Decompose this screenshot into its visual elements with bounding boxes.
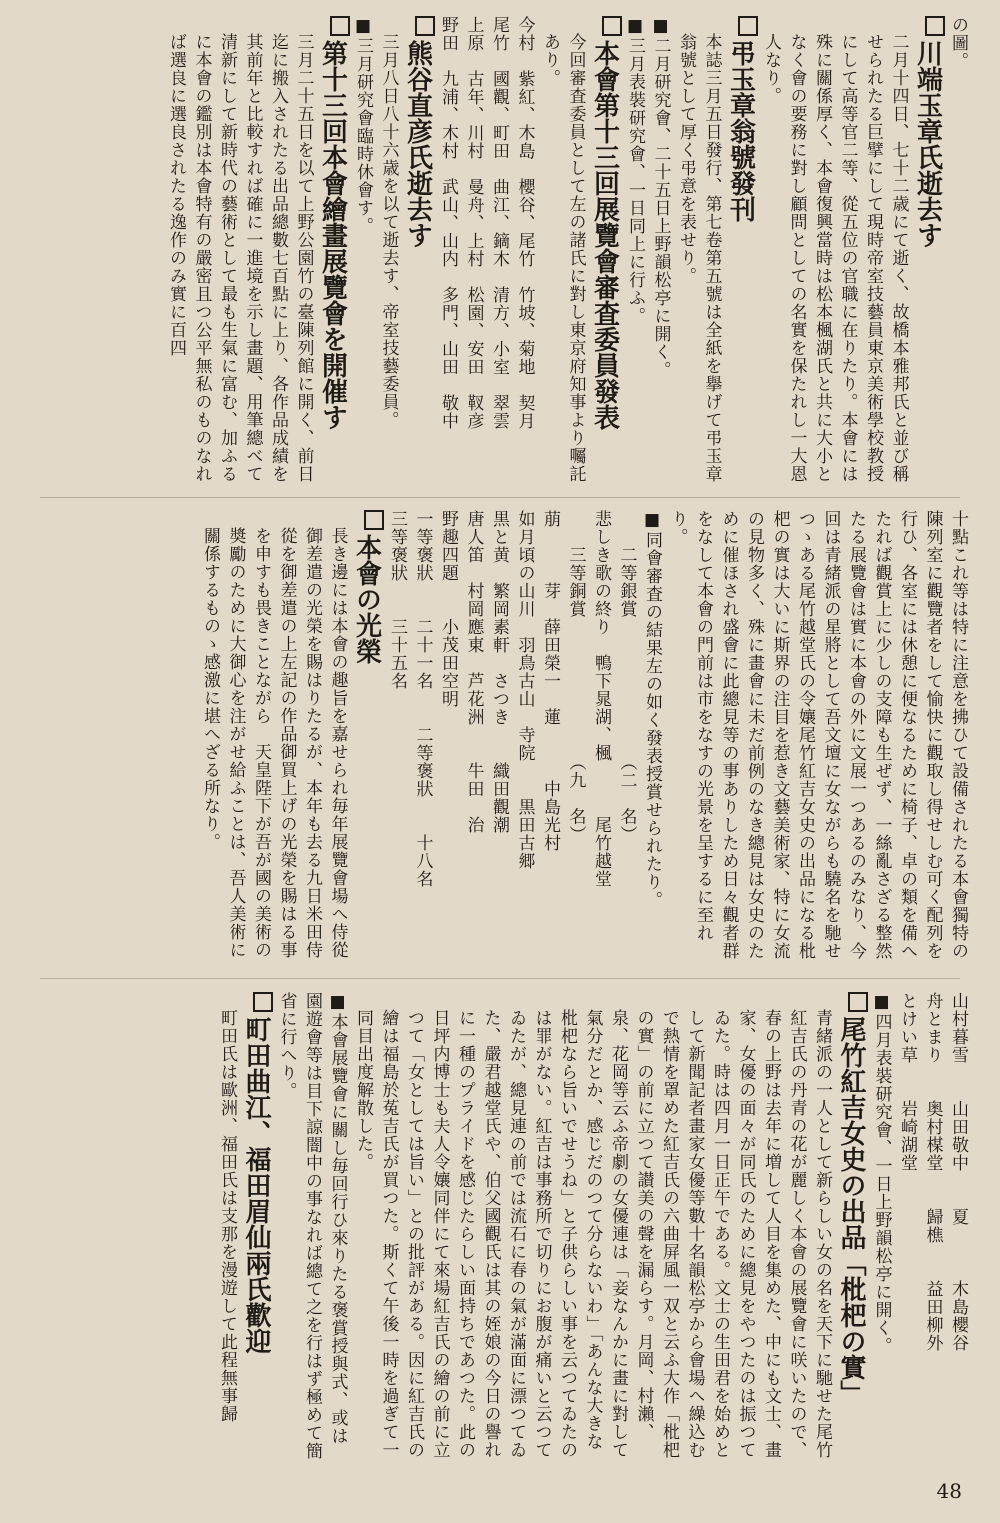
tier3-text bbox=[35, 992, 970, 1462]
bullet-square-icon: ■ bbox=[625, 16, 645, 37]
bullet-square-icon: ■ bbox=[871, 992, 892, 1013]
heading-welcome: 町田曲江、福田眉仙兩氏歡迎 bbox=[239, 992, 273, 1462]
notice-item: ■三月研究會臨時休會す。 bbox=[353, 16, 373, 235]
paragraph: 町田氏は歐洲、福田氏は支那を漫遊して此程無事歸 bbox=[217, 1009, 237, 1423]
paragraph: 本誌三月五日發行、第七卷第五號は全紙を擧げて弔玉章翁號として厚く弔意を表せり。 bbox=[676, 33, 722, 483]
judges-row: 野田 九浦、木村 武山、山内 多門、山田 敬中 bbox=[438, 16, 458, 430]
paragraph: 青緒派の一人として新らしい女の名を天下に馳せた尾竹紅吉氏の丹青の花が麗しく本會の展覽會に咲いたので、春の上野は去年に増して人目を集めた、中にも文士、畫家、女優の面々が同氏のために總見をやつたのは振つてゐた。時は四月一日正午である。文士の生田君を始めとして新聞記者畫家女優等數十名韻松亭から會場へ繰込むで熱情を罩めた紅吉氏の六曲屏風一双と云ふ大作「枇杷の實」の前に立つて讃美の聲を漏らす。月岡、村瀨、泉、花岡等云ふ帝劇の女優連は「妾なんかに畫に對して氣分だとか、感じだのつて分らないわ」「あんな大きな枇杷なら旨いでせうね」と子供らしい事を云つてゐたのは罪がない。紅吉は事務所で切りにお腹が痛いと云つてゐたが、總見連の前では流石に春の氣が滿面に漂つてゐた、嚴君越堂氏や、伯父國觀氏は其の姪娘の今日の譽れに一種のプライドを感じたらしい面持ちであつた。此の日坪内博士も夫人令孃同伴にて來場紅吉氏の繪の前に立つて「女としては旨い」との批評がある。因に紅吉氏の繪は福島於菟吉氏が買つた。斯くて午後一時を過ぎて一同目出度解散した。 bbox=[353, 1009, 832, 1459]
notice-item: ■四月表裝研究會、一日上野韻松亭に開く。 bbox=[871, 992, 892, 1355]
section-mark-icon bbox=[253, 992, 273, 1012]
section-mark-icon bbox=[415, 16, 435, 36]
tier2-text bbox=[35, 510, 970, 965]
award-row: 唐人笛 村岡應東 芦花洲 牛田 治 bbox=[463, 510, 484, 834]
heading-kumagai-obituary: 熊谷直彦氏逝去す bbox=[401, 16, 435, 486]
award-row: 二等銀賞 （二 名） bbox=[616, 510, 637, 844]
heading-13th-exhibition: 第十三回本會繪畫展覽會を開催す bbox=[316, 16, 350, 486]
section-divider bbox=[40, 497, 960, 498]
award-row: 三等銅賞 （九 名） bbox=[565, 510, 586, 844]
section-mark-icon bbox=[364, 510, 384, 530]
judges-row: 上原 古年、川村 曼舟、上村 松園、安田 靫彦 bbox=[463, 16, 484, 430]
heading-kawabata-obituary: 川端玉章氏逝去す bbox=[911, 16, 945, 486]
award-row: 如月頃の山川 羽鳥古山 寺院 黒田古郷 bbox=[514, 510, 535, 870]
section-divider bbox=[40, 978, 960, 979]
notice-item: ■本會展覽會に關し毎回行ひ來りたる褒賞授與式、或は園遊會等は目下諒闇中の事なれば總て之を行はず極めて簡省に行へり。 bbox=[276, 992, 348, 1460]
section-mark-icon bbox=[738, 16, 758, 36]
section-mark-icon bbox=[330, 16, 350, 36]
page-number: 48 bbox=[936, 1479, 962, 1503]
award-row: 黒と黄 繁岡素軒 さつき 織田觀潮 bbox=[489, 510, 509, 834]
paragraph: の圖。 bbox=[948, 16, 968, 70]
notice-item: ■同會審査の結果左の如く發表授賞せられたり。 bbox=[642, 510, 662, 909]
bullet-square-icon: ■ bbox=[650, 16, 671, 37]
heading-otake-kokichi: 尾竹紅吉女史の出品「枇杷の實」 bbox=[834, 992, 868, 1462]
purchase-row: 舟とまり 奥村楳堂 歸樵 益田柳外 bbox=[922, 992, 943, 1352]
heading-judges-announcement: 本會第十三回展覽會審査委員發表 bbox=[588, 16, 622, 486]
paragraph: 三月二十五日を以て上野公園竹の臺陳列館に開く、前日迄に搬入されたる出品總數七百點に上り、各作品成績を其前年と比較すれば確に一進境を示し畫題、用筆總べて清新にして新時代の藝術として最も生氣に富む、加ふるに本會の鑑別は本會特有の嚴密且つ公平無私のものなれば選良に選良されたる逸作のみ實に百四 bbox=[166, 33, 314, 483]
judges-row: 尾竹 國觀、町田 曲江、鏑木 清方、小室 翠雲 bbox=[489, 16, 509, 430]
award-row: 一等褒狀 二十一名 二等褒狀 十八名 bbox=[412, 510, 433, 888]
heading-memorial-issue: 弔玉章翁號發刊 bbox=[724, 16, 758, 486]
paragraph: 十點これ等は特に注意を拂ひて設備されたる本會獨特の陳列室に觀覽者をして愉快に觀取し得せしむ可く配列を行ひ、各室には休憩に便なるために椅子、卓の類を備へたれば觀賞上に少しの支障も生ぜず、一絲亂さざる整然たる展覽會は實に本會の外に文展一つあるのみなり、今回は青緒派の星將として吾文壇に女ながらも驍名を馳せつゝある尾竹越堂氏の令孃尾竹紅吉女史の出品になる枇杷の實は大いに斯界の注目を惹き文藝美術家、特に女流の見物多く、殊に畫會に未だ前例のなき總見は女史のために催ほされ盛會に此總見等の事ありしため日々觀者群をなして本會の門前は市をなすの光景を呈するに至れり。 bbox=[667, 510, 968, 960]
tier1-text bbox=[35, 16, 970, 486]
purchase-row: とけい草 岩崎湖堂 bbox=[897, 992, 917, 1172]
paragraph: 長き邊には本會の趣旨を嘉せられ毎年展覽會場へ侍從御差遣の光榮を賜はりたるが、本年も去る九日米田侍從を御差遣の上左記の作品御買上げの光榮を賜はる事を申すも畏きことながら 天皇陛下が吾が國の美術の奬勵のために大御心を注がせ給ふことは、吾人美術に關係するものゝ感激に堪へざる所なり。 bbox=[200, 527, 348, 959]
paragraph: 二月十四日、七十二歳にて逝く、故橋本雅邦氏と並び稱せられたる巨擘にして現時帝室技藝員東京美術學校教授にして高等官二等、從五位の官職に在りたり。本會には殊に關係厚く、本會復興當時は松本楓湖氏と共に大小となく會の要務に對し顧問としての名實を保たれし一大恩人なり。 bbox=[761, 33, 909, 483]
bullet-square-icon: ■ bbox=[642, 510, 662, 531]
section-mark-icon bbox=[925, 16, 945, 36]
heading-honor: 本會の光榮 bbox=[350, 510, 384, 965]
award-row: 三等褒狀 三十五名 bbox=[387, 510, 407, 690]
judges-row: 今村 紫紅、木島 櫻谷、尾竹 竹坡、菊地 契月 bbox=[514, 16, 535, 430]
award-row: 野趣四題 小茂田空明 bbox=[438, 510, 458, 708]
paragraph: 三月八日八十六歳を以て逝去す、帝室技藝委員。 bbox=[378, 33, 399, 429]
paragraph: 今回審査委員として左の諸氏に對し東京府知事より囑託あり。 bbox=[540, 33, 586, 483]
section-mark-icon bbox=[848, 992, 868, 1012]
notice-item: ■三月表裝研究會、一日同上に行ふ。 bbox=[625, 16, 645, 325]
bullet-square-icon: ■ bbox=[353, 16, 373, 37]
section-mark-icon bbox=[602, 16, 622, 36]
purchase-row: 山村暮雪 山田敬中 夏 木島櫻谷 bbox=[948, 992, 968, 1352]
bullet-square-icon: ■ bbox=[327, 992, 348, 1013]
notice-item: ■二月研究會、二十五日上野韻松亭に開く。 bbox=[650, 16, 671, 379]
award-row: 悲しき歌の終り 鴨下晁湖、楓 尾竹越堂 bbox=[591, 510, 611, 888]
award-row: 萠 芽 薛田榮一 蓮 中島光村 bbox=[540, 510, 560, 852]
